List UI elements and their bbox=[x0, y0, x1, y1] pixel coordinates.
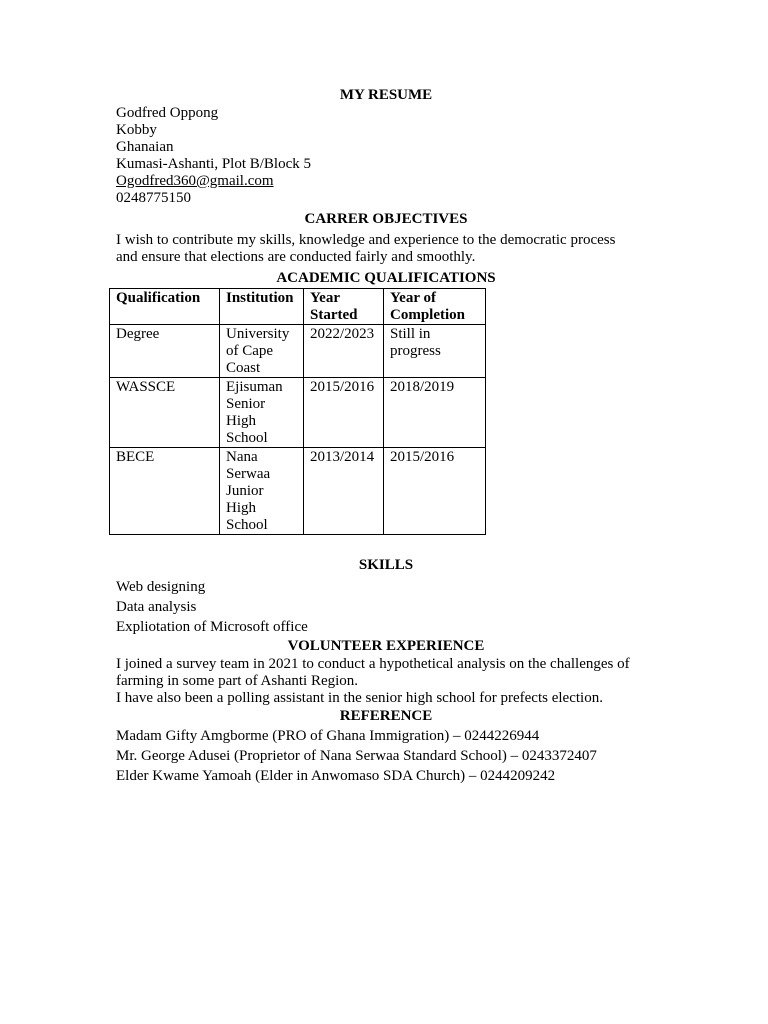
skills-list bbox=[116, 577, 656, 637]
institution-cell: University of Cape Coast bbox=[220, 325, 304, 378]
header-qualification: Qualification bbox=[110, 289, 220, 325]
table-row bbox=[110, 378, 486, 448]
table-row bbox=[110, 448, 486, 535]
resume-title: MY RESUME bbox=[339, 87, 433, 103]
skills-heading: SKILLS bbox=[358, 557, 414, 573]
started-cell: 2015/2016 bbox=[304, 378, 384, 448]
started-cell: 2022/2023 bbox=[304, 325, 384, 378]
nickname-line: Kobby bbox=[116, 122, 157, 138]
name-line: Godfred Oppong bbox=[116, 105, 219, 121]
list-item: Web designing bbox=[116, 579, 206, 595]
objectives-line: I wish to contribute my skills, knowledge and experience to the democratic process bbox=[116, 232, 616, 248]
objectives-line: and ensure that elections are conducted fairly and smoothly. bbox=[116, 249, 476, 265]
objectives-heading: CARRER OBJECTIVES bbox=[304, 211, 468, 227]
header-institution: Institution bbox=[220, 289, 304, 325]
list-item: Elder Kwame Yamoah (Elder in Anwomaso SDA Church) – 0244209242 bbox=[116, 768, 556, 784]
list-item: Mr. George Adusei (Proprietor of Nana Serwaa Standard School) – 0243372407 bbox=[116, 748, 597, 764]
header-year-completion: Year of Completion bbox=[384, 289, 486, 325]
completion-cell: Still in progress bbox=[384, 325, 486, 378]
objectives-text bbox=[116, 232, 656, 266]
personal-details bbox=[116, 105, 656, 207]
email-link[interactable]: Ogodfred360@gmail.com bbox=[116, 173, 274, 189]
table-header-row bbox=[110, 289, 486, 325]
volunteer-heading: VOLUNTEER EXPERIENCE bbox=[287, 638, 485, 654]
resume-body bbox=[116, 86, 656, 786]
institution-cell: Ejisuman Senior High School bbox=[220, 378, 304, 448]
qualification-cell: Degree bbox=[110, 325, 220, 378]
volunteer-line: farming in some part of Ashanti Region. bbox=[116, 673, 359, 689]
table-row bbox=[110, 325, 486, 378]
volunteer-text bbox=[116, 656, 656, 707]
completion-cell: 2018/2019 bbox=[384, 378, 486, 448]
nationality-line: Ghanaian bbox=[116, 139, 174, 155]
reference-list bbox=[116, 726, 656, 786]
academic-heading: ACADEMIC QUALIFICATIONS bbox=[276, 270, 496, 286]
volunteer-line: I joined a survey team in 2021 to conduct a hypothetical analysis on the challenges of bbox=[116, 656, 630, 672]
reference-heading: REFERENCE bbox=[339, 708, 433, 724]
institution-cell: Nana Serwaa Junior High School bbox=[220, 448, 304, 535]
list-item: Madam Gifty Amgborme (PRO of Ghana Immigration) – 0244226944 bbox=[116, 728, 540, 744]
qualification-cell: WASSCE bbox=[110, 378, 220, 448]
list-item: Data analysis bbox=[116, 599, 197, 615]
started-cell: 2013/2014 bbox=[304, 448, 384, 535]
phone-line: 0248775150 bbox=[116, 190, 191, 206]
completion-cell: 2015/2016 bbox=[384, 448, 486, 535]
list-item: Expliotation of Microsoft office bbox=[116, 619, 308, 635]
qualifications-table bbox=[109, 288, 486, 535]
header-year-started: Year Started bbox=[304, 289, 384, 325]
volunteer-line: I have also been a polling assistant in the senior high school for prefects election. bbox=[116, 690, 603, 706]
address-line: Kumasi-Ashanti, Plot B/Block 5 bbox=[116, 156, 311, 172]
qualification-cell: BECE bbox=[110, 448, 220, 535]
